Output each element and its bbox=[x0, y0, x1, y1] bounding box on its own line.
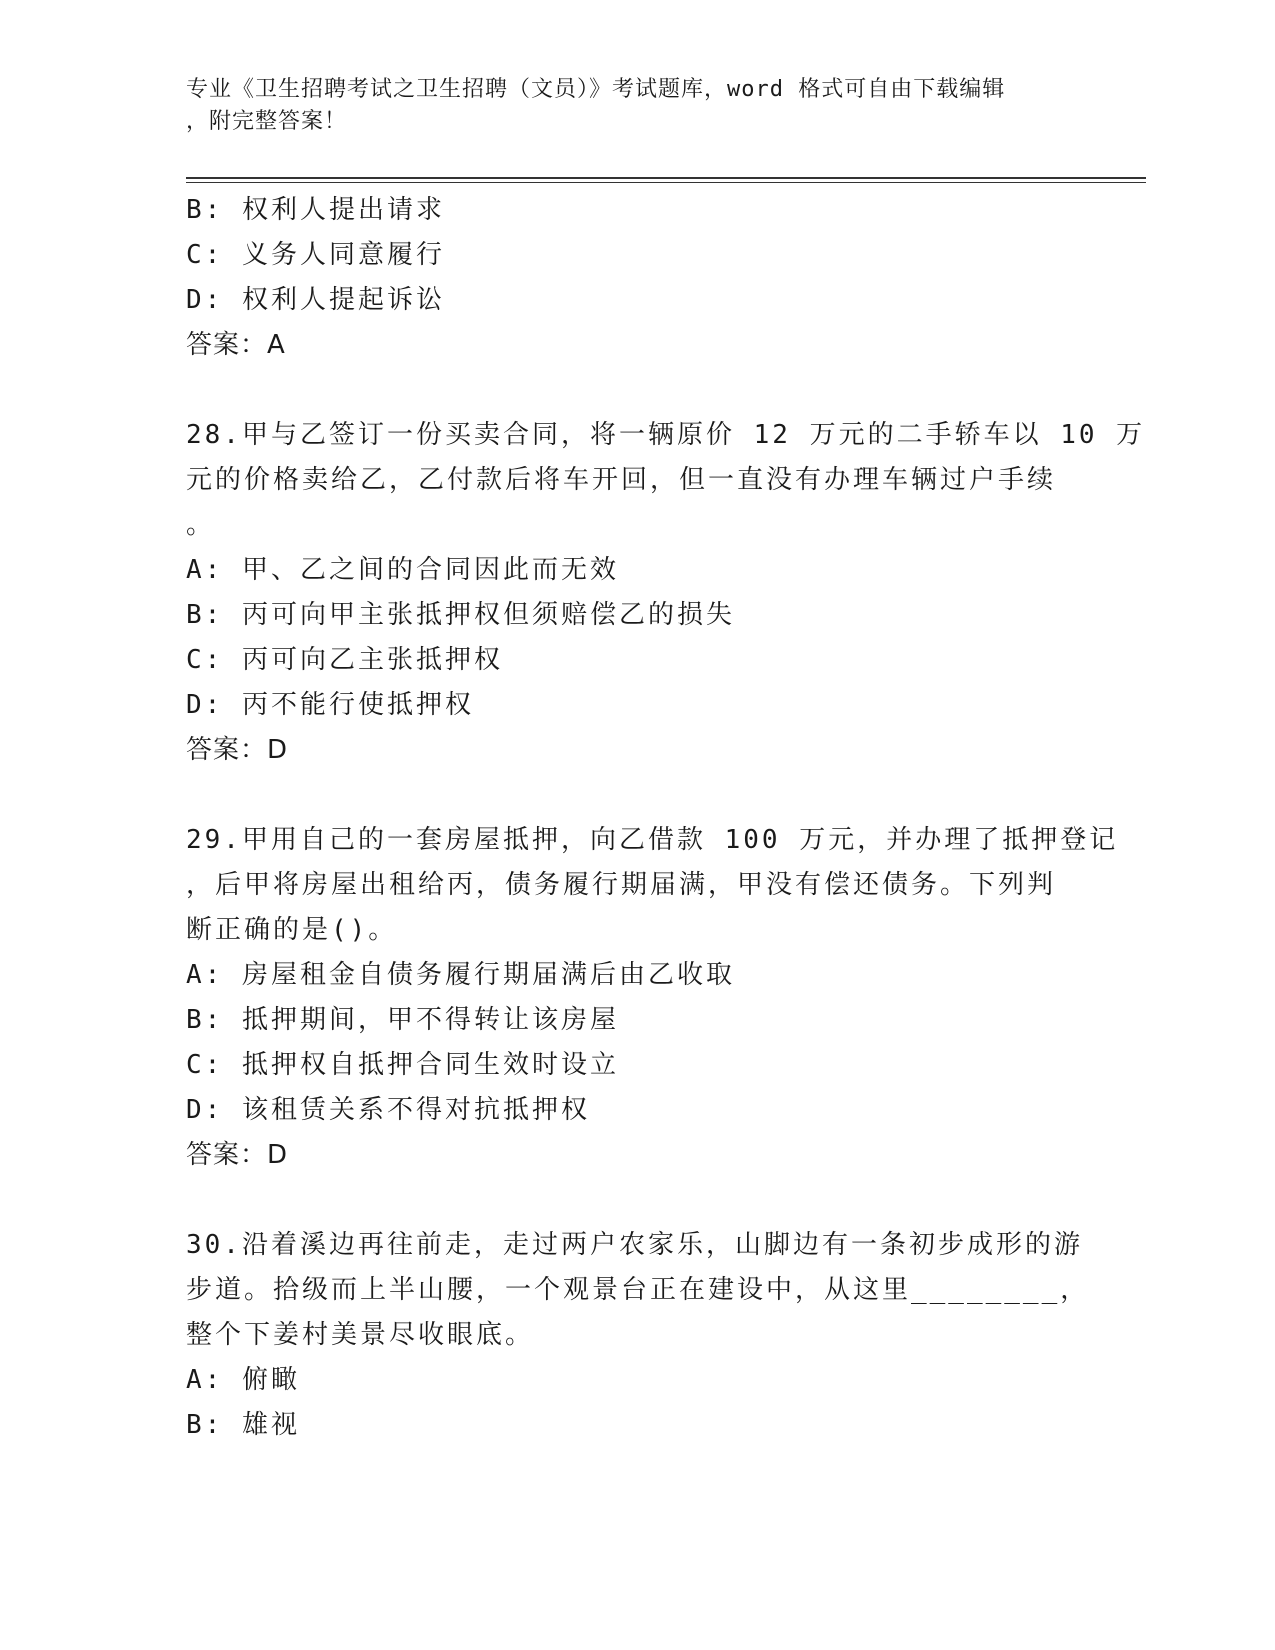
question-text-line: 28.甲与乙签订一份买卖合同，将一辆原价 12 万元的二手轿车以 10 万 bbox=[186, 420, 1146, 450]
option-b: B: 权利人提出请求 bbox=[186, 195, 445, 225]
question-text-line: 30.沿着溪边再往前走，走过两户农家乐，山脚边有一条初步成形的游 bbox=[186, 1230, 1083, 1260]
option-b: B: 雄视 bbox=[186, 1410, 300, 1440]
header-line-2: ，附完整答案！ bbox=[186, 109, 348, 134]
option-d: D: 权利人提起诉讼 bbox=[186, 285, 445, 315]
option-d: D: 丙不能行使抵押权 bbox=[186, 690, 474, 720]
question-27-tail bbox=[186, 188, 1086, 368]
answer: 答案：A bbox=[186, 330, 286, 360]
option-c: C: 义务人同意履行 bbox=[186, 240, 445, 270]
option-b: B: 丙可向甲主张抵押权但须赔偿乙的损失 bbox=[186, 600, 735, 630]
question-text-line: 。 bbox=[186, 510, 216, 540]
option-a: A: 房屋租金自债务履行期届满后由乙收取 bbox=[186, 960, 735, 990]
option-c: C: 抵押权自抵押合同生效时设立 bbox=[186, 1050, 619, 1080]
question-text-line: 整个下姜村美景尽收眼底。 bbox=[186, 1320, 535, 1350]
document-body bbox=[186, 188, 1146, 1448]
header-line-1: 专业《卫生招聘考试之卫生招聘（文员）》考试题库，word 格式可自由下载编辑 bbox=[186, 77, 1006, 102]
header-rule-thin bbox=[186, 182, 1146, 183]
option-a: A: 俯瞰 bbox=[186, 1365, 300, 1395]
option-a: A: 甲、乙之间的合同因此而无效 bbox=[186, 555, 619, 585]
option-c: C: 丙可向乙主张抵押权 bbox=[186, 645, 503, 675]
header-rule-thick bbox=[186, 177, 1146, 179]
option-b: B: 抵押期间，甲不得转让该房屋 bbox=[186, 1005, 619, 1035]
question-28 bbox=[186, 413, 1146, 773]
question-30 bbox=[186, 1223, 1090, 1448]
question-text-line: 断正确的是()。 bbox=[186, 915, 398, 945]
question-text-line: 29.甲用自己的一套房屋抵押，向乙借款 100 万元，并办理了抵押登记 bbox=[186, 825, 1119, 855]
document-header bbox=[186, 74, 1066, 138]
question-29 bbox=[186, 818, 1119, 1178]
option-d: D: 该租赁关系不得对抗抵押权 bbox=[186, 1095, 590, 1125]
question-text-line: ，后甲将房屋出租给丙，债务履行期届满，甲没有偿还债务。下列判 bbox=[186, 870, 1057, 900]
answer: 答案：D bbox=[186, 1140, 289, 1170]
answer: 答案：D bbox=[186, 735, 289, 765]
question-text-line: 步道。拾级而上半山腰，一个观景台正在建设中，从这里________， bbox=[186, 1275, 1090, 1305]
question-text-line: 元的价格卖给乙，乙付款后将车开回，但一直没有办理车辆过户手续 bbox=[186, 465, 1057, 495]
